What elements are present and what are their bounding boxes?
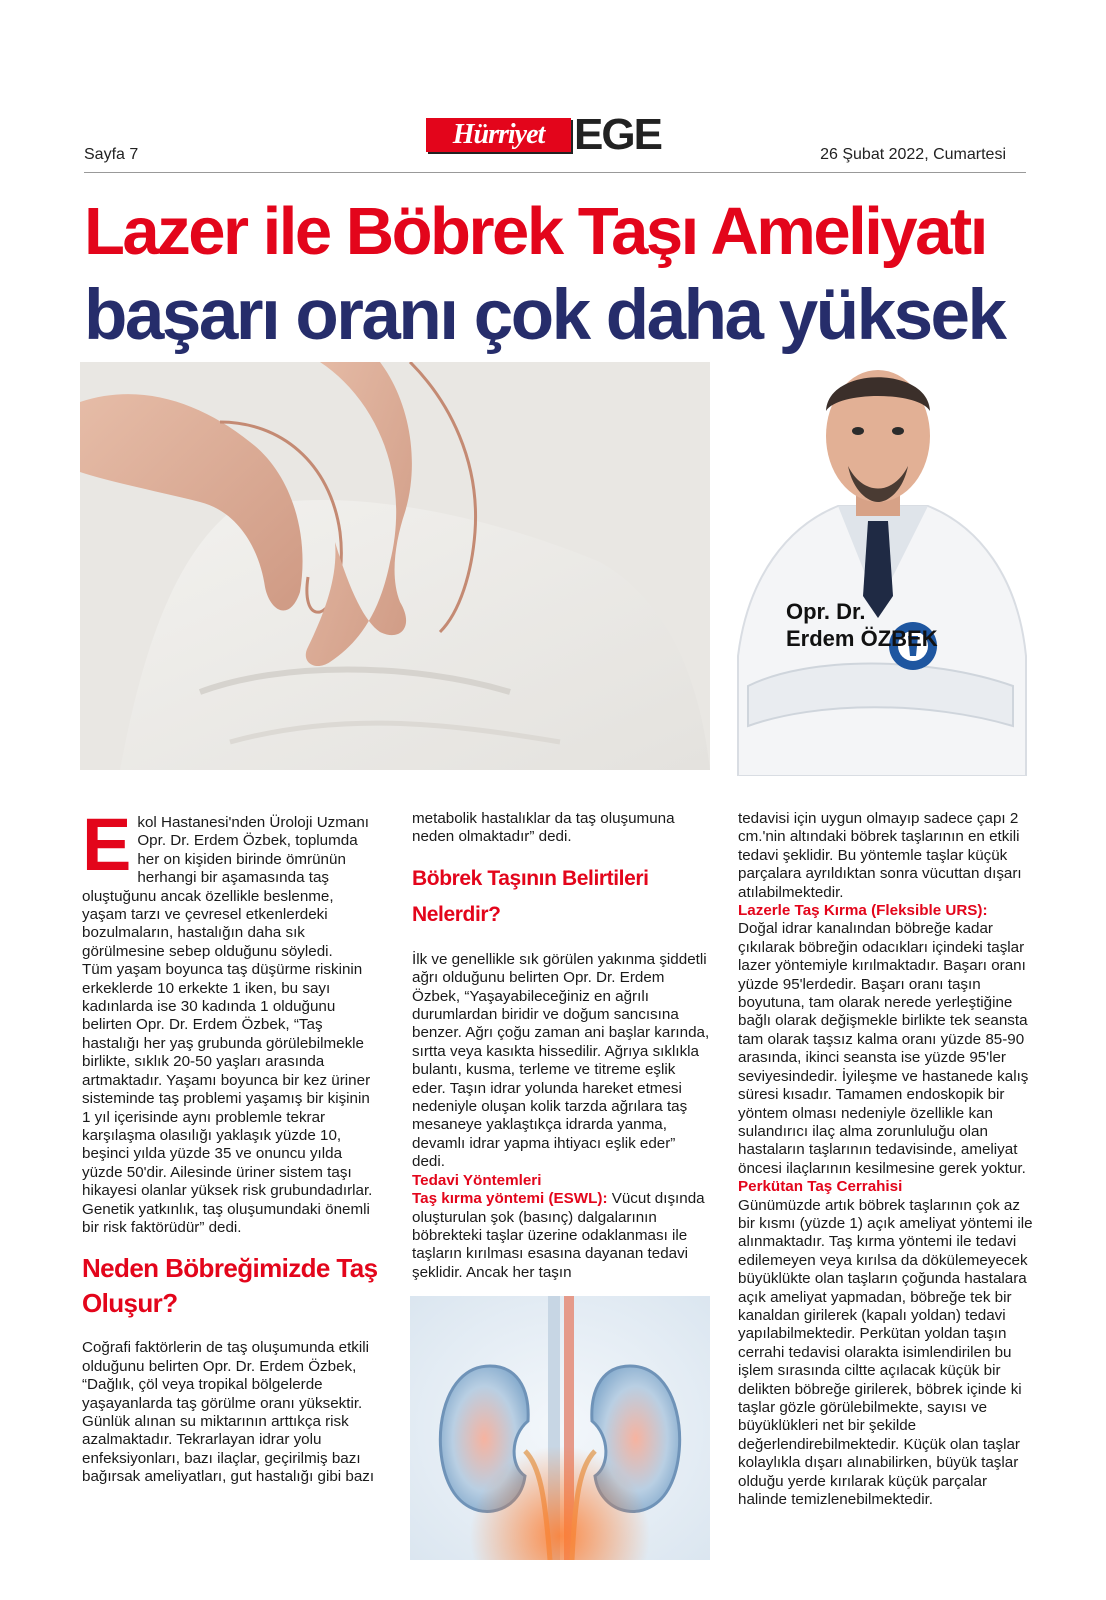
back-pain-illustration bbox=[80, 362, 710, 770]
doctor-title: Opr. Dr. bbox=[786, 599, 866, 624]
paragraph-percutaneous: Günümüzde artık böbrek taşlarının çok az bir kısmı (yüzde 1) açık ameliyat yöntemi ile alınmaktadır. Taş kırma yöntemi ile tedavi edilemeyen veya kırılsa da dökülemeyecek büyüklükte olan taşların çoğunda hastalara açık ameliyat yapmadan, böbreğe tek bir kanaldan girilerek (kapalı yoldan) tedavi yapılabilmektedir. Perkütan yoldan taşın cerrahi tedavisi olarakta isimlendirilen bu işlem sırasında ciltte açılacak küçük bir delikten böbreğe girilerek, böbrek içinde ki taşlar gözle görülebilmekte, sayısı ve büyüklükleri net bir şekilde değerlendirebilmektedir. Küçük olan taşlar kolaylıkla dışarı alınabilirken, büyük taşlar olduğu yerde kırılarak küçük parçalar halinde temizlenebilmektedir. bbox=[738, 1196, 1033, 1509]
masthead-edition: EGE bbox=[574, 110, 661, 159]
paragraph-symptoms: İlk ve genellikle sık görülen yakınma şiddetli ağrı olduğunu belirten Opr. Dr. Erdem Özbek, “Yaşayabileceğiniz en ağrılı durumlardan biridir ve doğum sancısına benzer. Ağrı çoğu zaman ani başlar karında, sırtta veya kasıkta hissedilir. Ağrıya sıklıkla bulantı, kusma, terleme ve titreme eşlik eder. Taşın idrar yolunda hareket etmesi nedeniyle oluşan kolik tarzda ağrılara taş mesaneye yaklaştıkça idrarda yanma, devamlı idrar yapma ihtiyacı eşlik eder” dedi. bbox=[412, 950, 710, 1171]
article-column-2 bbox=[412, 810, 710, 1282]
doctor-caption bbox=[786, 598, 938, 652]
inline-head-laser: Lazerle Taş Kırma (Fleksible URS): bbox=[738, 902, 988, 920]
inline-head-eswl: Taş kırma yöntemi (ESWL): bbox=[412, 1190, 608, 1208]
kidney-illustration bbox=[410, 1296, 710, 1560]
doctor-illustration bbox=[728, 356, 1033, 776]
paragraph-treatments bbox=[412, 1172, 710, 1282]
article-column-1 bbox=[82, 803, 380, 1487]
article-column-3 bbox=[738, 810, 1038, 1509]
page-number: Sayfa 7 bbox=[84, 146, 139, 163]
header-divider bbox=[84, 172, 1026, 173]
eswl-text: Vücut dışında oluşturulan şok (basınç) dalgalarının böbrekteki taşlar üzerine odaklanması ile taşların kırılması esasına dayanan tedavi şeklidir. Ancak her taşın bbox=[412, 1190, 705, 1281]
subhead-symptoms: Böbrek Taşının Belirtileri Nelerdir? bbox=[412, 866, 649, 926]
paragraph-laser: Doğal idrar kanalından böbreğe kadar çıkılarak böbreğin odacıkları içindeki taşlar lazer yöntemiyle kırılmaktadır. Başarı oranı yüzde 95'lerdedir. Başarı oranı taşın boyutuna, tam olarak nerede yerleştiğine bağlı olarak değişmekle birlikte tek seansta tam olarak taşsız kalma oranı yüzde 85-90 arasında, ikinci seansta ise yüzde 95'ler seviyesindedir. İyileşme ve hastanede kalış süresi kısadır. Tamamen endoskopik bir yöntem olması nedeniyle özellikle kan sulandırıcı ilaç alma zorunluluğu olan hastaların taşlarının tedavisinde, ameliyat öncesi ilaçlarının kesilmesine gerek yoktur. bbox=[738, 920, 1029, 1177]
paragraph-risk: Tüm yaşam boyunca taş düşürme riskinin erkeklerde 10 erkekte 1 iken, bu sayı kadınlarda ise 30 kadında 1 olduğunu belirten Opr. Dr. Erdem Özbek, “Taş hastalığı her yaş grubunda görülebilmekle birlikte, sıklık 20-50 yaşları arasında artmaktadır. Yaşamı boyunca bir kez üriner sisteminde taş problemi yaşamış bir kişinin 1 yıl içerisinde aynı problemle tekrar karşılaşma olasılığı yaklaşık yüzde 10, beşinci yılda yüzde 35 ve onuncu yılda yüzde 50'dir. Ailesinde üriner sistem taşı hikayesi olanlar yüksek risk grubundadırlar. Genetik yatkınlık, taş oluşumundaki önemli bir risk faktörüdür” dedi. bbox=[82, 961, 373, 1236]
subhead-why-stones: Neden Böbreğimizde Taş Oluşur? bbox=[82, 1253, 378, 1319]
inline-head-treatments: Tedavi Yöntemleri bbox=[412, 1171, 542, 1189]
masthead-logo bbox=[426, 110, 668, 159]
inline-head-percutaneous: Perkütan Taş Cerrahisi bbox=[738, 1178, 903, 1196]
intro-paragraph bbox=[82, 803, 380, 961]
paragraph-metabolic: metabolik hastalıklar da taş oluşumuna neden olmaktadır” dedi. bbox=[412, 810, 675, 846]
paragraph-eswl-cont: tedavisi için uygun olmayıp sadece çapı 2 cm.'nin altındaki böbrek taşlarının en etkili tedavi şeklidir. Bu yöntemle taşlar küçük parçalara ayrıldıktan sonra vücuttan dışarı atılabilmektedir. bbox=[738, 810, 1022, 901]
doctor-portrait bbox=[728, 356, 1033, 776]
intro-text: kol Hastanesi'nden Üroloji Uzmanı Opr. Dr. Erdem Özbek, toplumda her on kişiden birinde ömrünün herhangi bir aşamasında taş oluştuğunu ancak özellikle beslenme, yaşam tarzı ve çevresel etkenlerdeki bozulmaların, hastalığın daha sık görülmesine sebep olduğunu söyledi. bbox=[82, 814, 370, 960]
headline-line-2: başarı oranı çok daha yüksek bbox=[84, 276, 1005, 355]
issue-date: 26 Şubat 2022, Cumartesi bbox=[820, 146, 1006, 163]
headline-line-1: Lazer ile Böbrek Taşı Ameliyatı bbox=[84, 194, 986, 269]
masthead-brand: Hürriyet bbox=[426, 118, 571, 152]
doctor-name: Erdem ÖZBEK bbox=[786, 626, 938, 651]
back-pain-photo bbox=[80, 362, 710, 770]
kidney-graphic bbox=[410, 1296, 710, 1560]
drop-cap: E bbox=[82, 803, 132, 886]
paragraph-geography: Coğrafi faktörlerin de taş oluşumunda etkili olduğunu belirten Opr. Dr. Erdem Özbek, “Dağlık, çöl veya tropikal bölgelerde yaşayanlarda taş görülme oranı yüksektir. Günlük alınan su miktarının arttıkça risk azalmaktadır. Tekrarlayan idrar yolu enfeksiyonları, bazı ilaçlar, geçirilmiş bazı bağırsak ameliyatları, gut hastalığı gibi bazı bbox=[82, 1339, 375, 1486]
